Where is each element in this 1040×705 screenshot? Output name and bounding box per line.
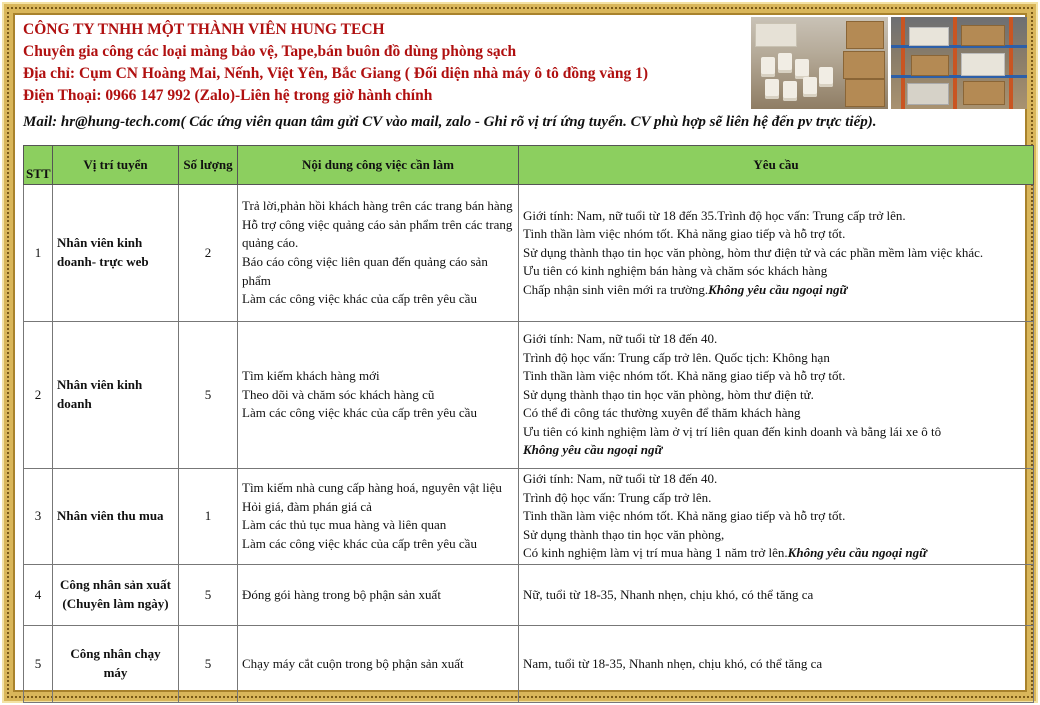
task-line: Làm các công việc khác của cấp trên yêu cầu — [242, 291, 477, 307]
requirement-line: Tinh thần làm việc nhóm tốt. Khả năng giao tiếp và hỗ trợ tốt. — [523, 226, 846, 242]
requirement-line: Nam, tuổi từ 18-35, Nhanh nhẹn, chịu khó, có thể tăng ca — [523, 655, 823, 671]
task-line: Làm các thủ tục mua hàng và liên quan — [242, 517, 447, 533]
column-header-stt: STT — [24, 146, 53, 185]
column-header-tasks: Nội dung công việc cần làm — [238, 146, 519, 185]
row-requirements — [519, 322, 1034, 469]
language-note: Không yêu cầu ngoại ngữ — [787, 545, 927, 561]
table-header-row — [24, 146, 1034, 185]
task-line: Tìm kiếm khách hàng mới — [242, 368, 380, 384]
row-tasks — [238, 625, 519, 702]
requirement-text: Chấp nhận sinh viên mới ra trường. — [523, 281, 709, 297]
requirement-line: Trình độ học vấn: Trung cấp trở lên. — [523, 489, 712, 505]
column-header-quantity: Số lượng — [179, 146, 238, 185]
job-openings-table — [23, 145, 1034, 703]
task-line: Hỗ trợ công việc quảng cáo sản phẩm trên các trang quảng cáo. — [242, 216, 513, 251]
task-line: Trả lời,phản hồi khách hàng trên các trang bán hàng — [242, 198, 513, 214]
task-line: Theo dõi và chăm sóc khách hàng cũ — [242, 386, 435, 402]
language-note: Không yêu cầu ngoại ngữ — [523, 442, 663, 458]
row-stt: 4 — [24, 564, 53, 625]
requirement-line: Tinh thần làm việc nhóm tốt. Khả năng giao tiếp và hỗ trợ tốt. — [523, 508, 846, 524]
company-address: Địa chỉ: Cụm CN Hoàng Mai, Nếnh, Việt Yên, Bắc Giang ( Đối diện nhà máy ô tô đồng vàng 1) — [23, 65, 649, 82]
table-row — [24, 625, 1034, 702]
requirement-line: Nữ, tuổi từ 18-35, Nhanh nhẹn, chịu khó, có thể tăng ca — [523, 586, 814, 602]
row-quantity: 1 — [179, 469, 238, 565]
requirement-line — [523, 281, 1029, 300]
header-photos — [751, 17, 1027, 109]
task-line: Làm các công việc khác của cấp trên yêu cầu — [242, 536, 477, 552]
requirement-line — [523, 544, 1029, 563]
table-row — [24, 322, 1034, 469]
row-position-title: Công nhân chạy máy — [53, 625, 179, 702]
row-quantity: 5 — [179, 625, 238, 702]
requirement-line: Tinh thần làm việc nhóm tốt. Khả năng giao tiếp và hỗ trợ tốt. — [523, 368, 846, 384]
column-header-position: Vị trí tuyển — [53, 146, 179, 185]
warehouse-photo — [891, 17, 1028, 109]
language-note: Không yêu cầu ngoại ngữ — [708, 281, 848, 297]
company-tagline: Chuyên gia công các loại màng bảo vệ, Tape,bán buôn đồ dùng phòng sạch — [23, 43, 517, 60]
requirement-line: Sử dụng thành thạo tin học văn phòng, hòm thư điện tử. — [523, 386, 814, 402]
row-position-title: Nhân viên kinh doanh- trực web — [53, 185, 179, 322]
row-quantity: 5 — [179, 322, 238, 469]
row-requirements — [519, 469, 1034, 565]
requirement-line: Ưu tiên có kinh nghiệm bán hàng và chăm sóc khách hàng — [523, 263, 828, 279]
row-requirements — [519, 625, 1034, 702]
table-row — [24, 185, 1034, 322]
row-stt: 1 — [24, 185, 53, 322]
requirement-line: Giới tính: Nam, nữ tuổi từ 18 đến 35.Trình độ học vấn: Trung cấp trở lên. — [523, 207, 906, 223]
task-line: Hỏi giá, đàm phán giá cả — [242, 498, 372, 514]
decorative-frame — [4, 4, 1036, 701]
company-phone: Điện Thoại: 0966 147 992 (Zalo)-Liên hệ trong giờ hành chính — [23, 87, 433, 104]
column-header-requirements: Yêu cầu — [519, 146, 1034, 185]
mail-text: hr@hung-tech.com( Các ứng viên quan tâm gửi CV vào mail, zalo - Ghi rõ vị trí ứng tuyển. CV phù hợp sẽ liên hệ đến pv trực tiếp). — [57, 114, 877, 130]
row-requirements — [519, 185, 1034, 322]
row-stt: 5 — [24, 625, 53, 702]
task-line: Chạy máy cắt cuộn trong bộ phận sản xuất — [242, 655, 464, 671]
requirement-line: Có thể đi công tác thường xuyên để thăm khách hàng — [523, 405, 801, 421]
row-position-title: Nhân viên kinh doanh — [53, 322, 179, 469]
row-tasks — [238, 469, 519, 565]
requirement-text: Có kinh nghiệm làm vị trí mua hàng 1 năm trở lên. — [523, 545, 788, 561]
mail-label: Mail: — [23, 114, 58, 130]
row-tasks — [238, 564, 519, 625]
contact-mail-line — [23, 111, 1023, 133]
task-line: Báo cáo công việc liên quan đến quảng cáo sản phẩm — [242, 254, 488, 288]
task-line: Tìm kiếm nhà cung cấp hàng hoá, nguyên vật liệu — [242, 480, 502, 496]
company-name: CÔNG TY TNHH MỘT THÀNH VIÊN HUNG TECH — [23, 21, 385, 38]
row-tasks — [238, 185, 519, 322]
requirement-line: Sử dụng thành thạo tin học văn phòng, — [523, 526, 725, 542]
requirement-line: Trình độ học vấn: Trung cấp trở lên. Quốc tịch: Không hạn — [523, 349, 830, 365]
product-photo-tape-rolls — [751, 17, 888, 109]
company-header — [23, 19, 763, 107]
table-row — [24, 564, 1034, 625]
row-stt: 2 — [24, 322, 53, 469]
row-quantity: 5 — [179, 564, 238, 625]
requirement-line: Giới tính: Nam, nữ tuổi từ 18 đến 40. — [523, 330, 718, 346]
row-position-title: Nhân viên thu mua — [53, 469, 179, 565]
task-line: Đóng gói hàng trong bộ phận sản xuất — [242, 586, 441, 602]
row-stt: 3 — [24, 469, 53, 565]
requirement-line: Giới tính: Nam, nữ tuổi từ 18 đến 40. — [523, 471, 718, 486]
requirement-line: Ưu tiên có kinh nghiệm làm ở vị trí liên quan đến kinh doanh và bằng lái xe ô tô — [523, 423, 942, 439]
row-requirements — [519, 564, 1034, 625]
row-tasks — [238, 322, 519, 469]
table-row — [24, 469, 1034, 565]
task-line: Làm các công việc khác của cấp trên yêu cầu — [242, 405, 477, 421]
row-quantity: 2 — [179, 185, 238, 322]
requirement-line: Sử dụng thành thạo tin học văn phòng, hòm thư điện tử và các phần mềm làm việc khác. — [523, 244, 984, 260]
row-position-title: Công nhân sản xuất (Chuyên làm ngày) — [53, 564, 179, 625]
